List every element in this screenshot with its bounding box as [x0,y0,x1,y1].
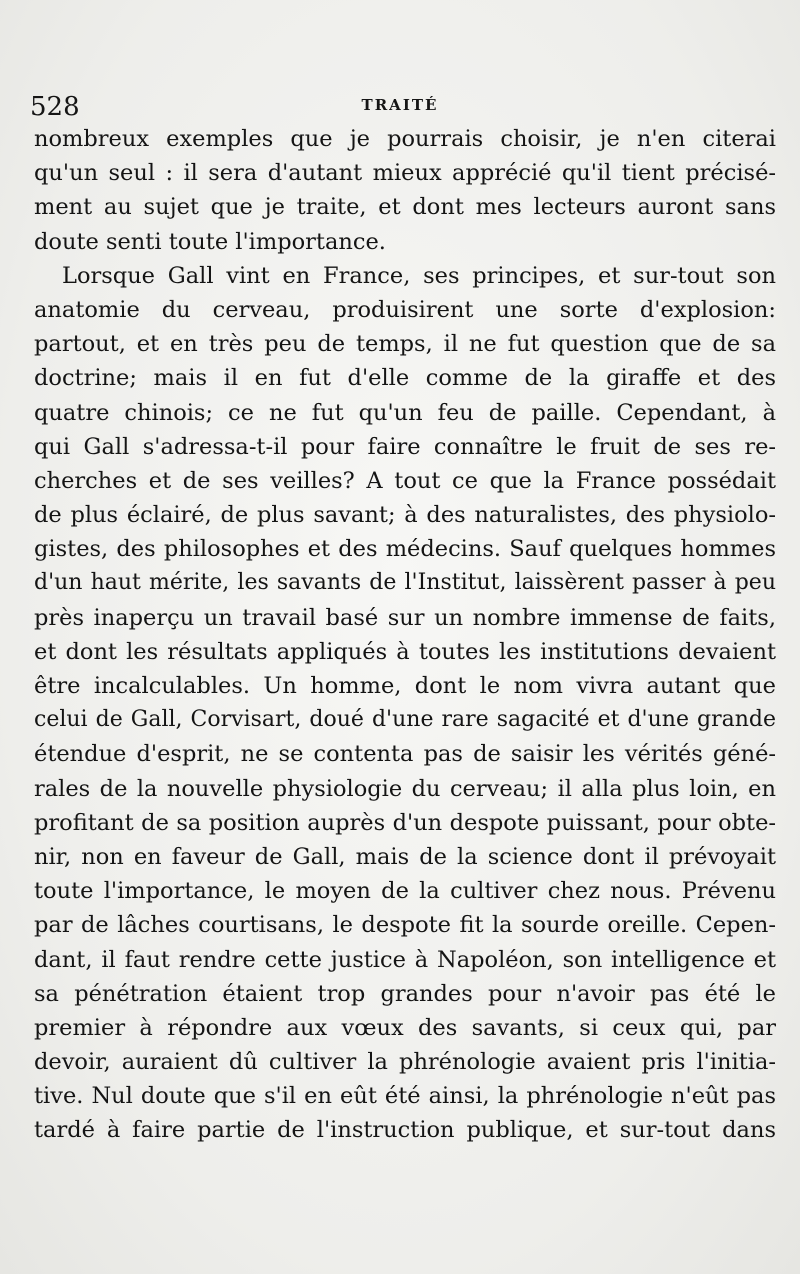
page-header [0,92,800,122]
text-line: étendue d'esprit, ne se contenta pas de saisir les vérités géné- [34,741,776,768]
text-line: qu'un seul : il sera d'autant mieux apprécié qu'il tient précisé- [34,160,776,187]
text-line: doctrine; mais il en fut d'elle comme de la giraffe et des [34,365,776,392]
text-line: être incalculables. Un homme, dont le nom vivra autant que [34,673,776,699]
text-line: quatre chinois; ce ne fut qu'un feu de paille. Cependant, à [34,399,776,426]
text-line: doute senti toute l'importance. [34,228,386,255]
text-line: partout, et en très peu de temps, il ne fut question que de sa [34,331,776,358]
text-line: Lorsque Gall vint en France, ses principes, et sur-tout son [62,262,776,289]
text-line: tive. Nul doute que s'il en eût été ainsi, la phrénologie n'eût pas [34,1083,776,1110]
text-line: premier à répondre aux vœux des savants, si ceux qui, par [34,1014,776,1041]
text-line: tardé à faire partie de l'instruction publique, et sur-tout dans [34,1117,776,1144]
text-line: devoir, auraient dû cultiver la phrénologie avaient pris l'initia- [34,1049,776,1076]
text-line: nir, non en faveur de Gall, mais de la science dont il prévoyait [34,843,776,870]
text-line: gistes, des philosophes et des médecins. Sauf quelques hommes [34,536,776,563]
text-line: profitant de sa position auprès d'un despote puissant, pour obte- [34,809,776,836]
text-line: nombreux exemples que je pourrais choisir, je n'en citerai [34,126,776,152]
text-line: d'un haut mérite, les savants de l'Institut, laissèrent passer à peu [34,570,776,596]
text-line: par de lâches courtisans, le despote fit la sourde oreille. Cepen- [34,912,776,939]
text-line: cherches et de ses veilles? A tout ce que la France possédait [34,467,776,494]
text-line: près inaperçu un travail basé sur un nombre immense de faits, [34,604,776,631]
text-line: rales de la nouvelle physiologie du cerveau; il alla plus loin, en [34,775,776,802]
text-line: dant, il faut rendre cette justice à Napoléon, son intelligence et [34,946,776,973]
text-line: ment au sujet que je traite, et dont mes lecteurs auront sans [34,194,776,221]
text-line: de plus éclairé, de plus savant; à des naturalistes, des physiolo- [34,502,776,529]
page-number: 528 [30,92,80,122]
text-line: sa pénétration étaient trop grandes pour n'avoir pas été le [34,980,776,1007]
running-head: TRAITÉ [361,96,439,114]
text-line: qui Gall s'adressa-t-il pour faire connaître le fruit de ses re- [34,433,776,460]
text-line: anatomie du cerveau, produisirent une sorte d'explosion: [34,296,776,323]
text-line: et dont les résultats appliqués à toutes les institutions devaient [34,638,776,665]
body-text [34,122,776,1148]
text-line: toute l'importance, le moyen de la cultiver chez nous. Prévenu [34,878,776,905]
text-line: celui de Gall, Corvisart, doué d'une rare sagacité et d'une grande [34,707,776,733]
